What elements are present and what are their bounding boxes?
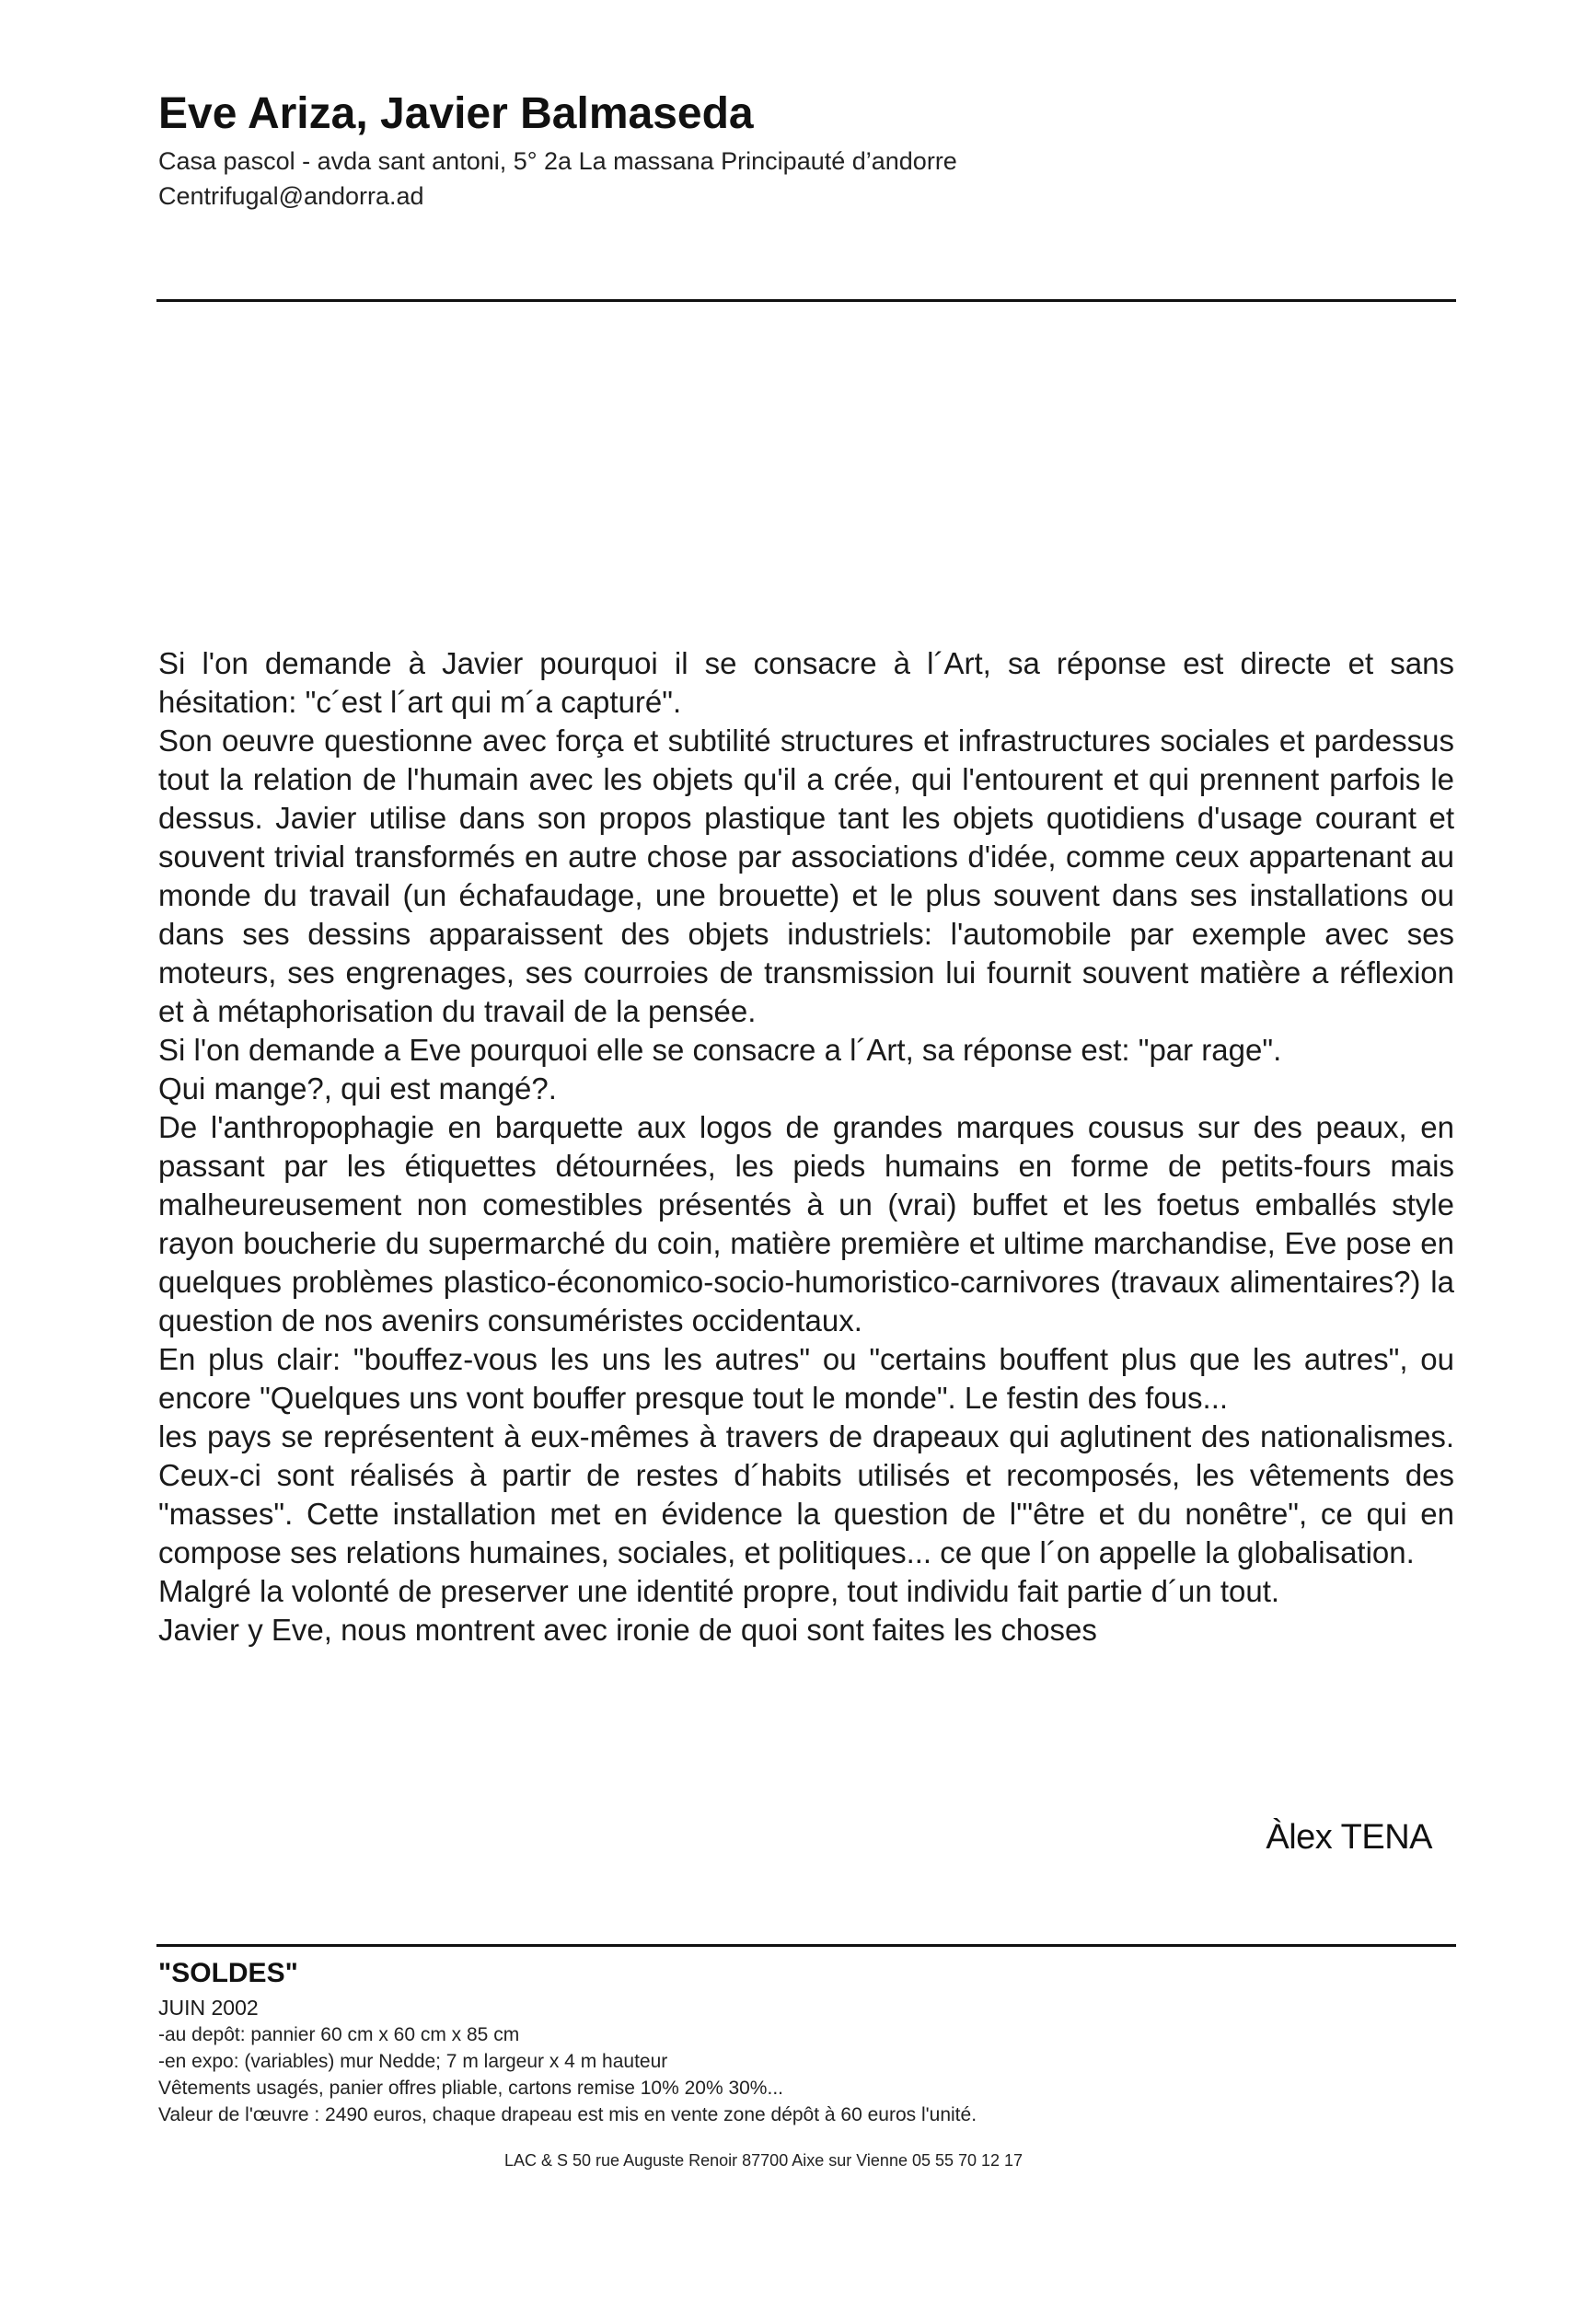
paragraph: Si l'on demande a Eve pourquoi elle se consacre a l´Art, sa réponse est: "par rage".	[158, 1033, 1282, 1067]
work-info	[158, 1953, 1456, 2128]
work-detail: Valeur de l'œuvre : 2490 euros, chaque drapeau est mis en vente zone dépôt à 60 euros l'unité.	[158, 2104, 977, 2125]
imprint-address: LAC & S 50 rue Auguste Renoir 87700 Aixe sur Vienne 05 55 70 12 17	[504, 2151, 1024, 2170]
work-detail: -au depôt: pannier 60 cm x 60 cm x 85 cm	[158, 2024, 520, 2045]
paragraph: De l'anthropophagie en barquette aux logos de grandes marques cousus sur des peaux, en passant par les étiquettes détournées, les pieds humains en forme de petits-fours mais malheureusement non comestibles présentés à un (vrai) buffet et les foetus emballés style rayon boucherie du supermarché du coin, matière première et ultime marchandise, Eve pose en quelques problèmes plastico-économico-socio-humoristico-carnivores (travaux alimentaires?) la question de nos avenirs consuméristes occidentaux.	[158, 1110, 1454, 1337]
email-address: Centrifugal@andorra.ad	[158, 182, 424, 210]
paragraph: Si l'on demande à Javier pourquoi il se consacre à l´Art, sa réponse est directe et sans hésitation: "c´est l´art qui m´a capturé".	[158, 646, 1454, 719]
work-title: "SOLDES"	[158, 1958, 298, 1988]
header-divider	[156, 299, 1456, 302]
work-detail: -en expo: (variables) mur Nedde; 7 m largeur x 4 m hauteur	[158, 2051, 668, 2072]
paragraph: En plus clair: "bouffez-vous les uns les autres" ou "certains bouffent plus que les autres", ou encore "Quelques uns vont bouffer presque tout le monde". Le festin des fous...	[158, 1342, 1454, 1415]
work-detail: Vêtements usagés, panier offres pliable, cartons remise 10% 20% 30%...	[158, 2078, 783, 2099]
paragraph: Son oeuvre questionne avec força et subtilité structures et infrastructures sociales et pardessus tout la relation de l'humain avec les objets qu'il a crée, qui l'entourent et qui prennent parfois le dessus. Javier utilise dans son propos plastique tant les objets quotidiens d'usage courant et souvent trivial transformés en autre chose par associations d'idée, comme ceux appartenant au monde du travail (un échafaudage, une brouette) et le plus souvent dans ses installations ou dans ses dessins apparaissent des objets industriels: l'automobile par exemple avec ses moteurs, ses engrenages, ses courroies de transmission lui fournit souvent matière a réflexion et à métaphorisation du travail de la pensée.	[158, 724, 1454, 1028]
postal-address: Casa pascol - avda sant antoni, 5° 2a La massana Principauté d’andorre	[158, 147, 957, 175]
paragraph: Javier y Eve, nous montrent avec ironie de quoi sont faites les choses	[158, 1613, 1097, 1647]
paragraph: les pays se représentent à eux-mêmes à travers de drapeaux qui aglutinent des nationalismes. Ceux-ci sont réalisés à partir de restes d´habits utilisés et recomposés, les vêtements des "masses". Cette installation met en évidence la question de l'"être et du nonêtre", ce qui en compose ses relations humaines, sociales, et politiques... ce que l´on appelle la globalisation.	[158, 1419, 1454, 1569]
letterhead	[158, 85, 1456, 214]
author-names: Eve Ariza, Javier Balmaseda	[158, 89, 754, 138]
paragraph: Qui mange?, qui est mangé?.	[158, 1071, 557, 1106]
work-date: JUIN 2002	[158, 1996, 259, 2020]
paragraph: Malgré la volonté de preserver une identité propre, tout individu fait partie d´un tout.	[158, 1574, 1280, 1608]
signature: Àlex TENA	[1266, 1818, 1432, 1857]
essay-body	[158, 644, 1454, 1650]
footer-divider	[156, 1944, 1456, 1947]
